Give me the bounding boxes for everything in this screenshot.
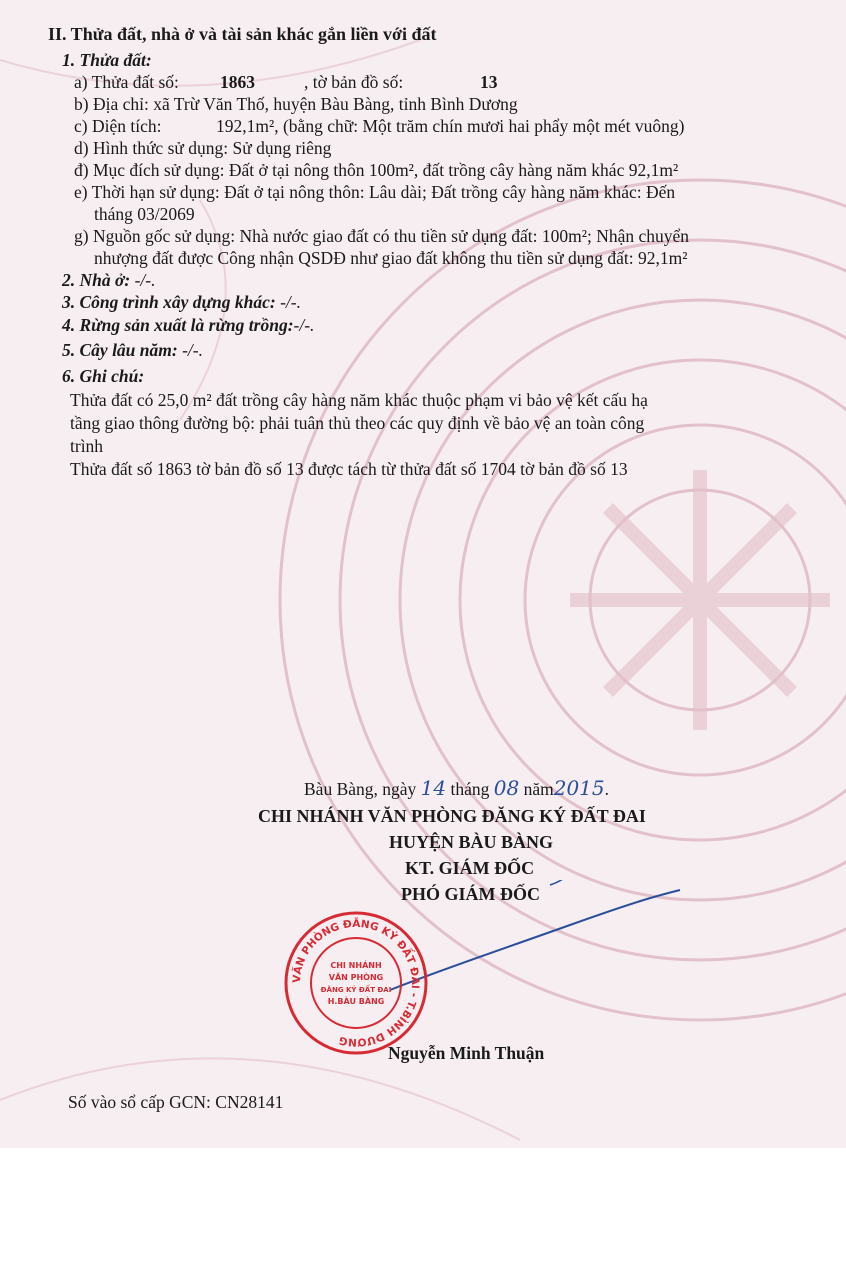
year-label: năm	[523, 779, 554, 799]
stamp-line-3: ĐĂNG KÝ ĐẤT ĐAI	[320, 986, 392, 994]
deputy-line: PHÓ GIÁM ĐỐC	[401, 884, 540, 904]
forest-row	[62, 315, 314, 335]
notes-line2: tầng giao thông đường bộ: phải tuân thủ theo các quy định về bảo vệ an toàn công	[70, 413, 645, 433]
area-label: c) Diện tích:	[74, 116, 162, 136]
parcel-label: a) Thửa đất số:	[74, 72, 179, 92]
house-row	[62, 270, 156, 290]
origin-line2: nhượng đất được Công nhận QSDĐ như giao đất không thu tiền sử dụng đất: 92,1m²	[94, 248, 688, 268]
section-heading: II. Thửa đất, nhà ở và tài sản khác gắn liền với đất	[48, 24, 437, 44]
office-line2: HUYỆN BÀU BÀNG	[389, 832, 554, 852]
usage-purpose: đ) Mục đích sử dụng: Đất ở tại nông thôn 100m², đất trồng cây hàng năm khác 92,1m²	[74, 160, 679, 180]
perennial-label: 5. Cây lâu năm:	[62, 340, 178, 360]
construction-value: -/-.	[280, 292, 301, 312]
date-day: 14	[420, 776, 447, 800]
official-stamp	[283, 910, 429, 1056]
house-value: -/-.	[134, 270, 156, 290]
month-label: tháng	[450, 779, 490, 799]
registry-number: Số vào sổ cấp GCN: CN28141	[68, 1092, 284, 1112]
construction-label: 3. Công trình xây dựng khác:	[62, 292, 276, 312]
kt-line: KT. GIÁM ĐỐC	[405, 858, 535, 878]
usage-term-line2: tháng 03/2069	[94, 204, 195, 224]
address-line: b) Địa chỉ: xã Trừ Văn Thố, huyện Bàu Bàng, tỉnh Bình Dương	[74, 94, 518, 114]
forest-value: -/-.	[293, 315, 315, 335]
perennial-row	[62, 340, 203, 360]
date-month: 08	[493, 776, 520, 800]
area-value: 192,1m², (bằng chữ: Một trăm chín mươi hai phẩy một mét vuông)	[216, 116, 685, 136]
origin-line1: g) Nguồn gốc sử dụng: Nhà nước giao đất có thu tiền sử dụng đất: 100m²; Nhận chuyển	[74, 226, 690, 246]
date-prefix: Bàu Bàng, ngày	[304, 779, 417, 799]
notes-line1: Thửa đất có 25,0 m² đất trồng cây hàng năm khác thuộc phạm vi bảo vệ kết cấu hạ	[70, 390, 648, 410]
notes-line4: Thửa đất số 1863 tờ bản đồ số 13 được tách từ thửa đất số 1704 tờ bản đồ số 13	[70, 459, 628, 479]
office-line1: CHI NHÁNH VĂN PHÒNG ĐĂNG KÝ ĐẤT ĐAI	[258, 806, 646, 826]
map-number: 13	[480, 72, 498, 92]
stamp-ring-text: VĂN PHÒNG ĐĂNG KÝ ĐẤT ĐAI - T.BÌNH DƯƠNG	[290, 917, 422, 1049]
date-year: 2015	[553, 776, 605, 800]
notes-line3: trình	[70, 436, 104, 456]
notes-heading: 6. Ghi chú:	[62, 366, 145, 386]
perennial-value: -/-.	[182, 340, 203, 360]
signing-date-line: Bàu Bàng, ngày 14 tháng 08 năm2015.	[304, 776, 609, 800]
house-label: 2. Nhà ở:	[62, 270, 131, 290]
parcel-number: 1863	[220, 72, 255, 92]
land-heading: 1. Thửa đất:	[62, 50, 152, 70]
stamp-line-4: H.BÀU BÀNG	[327, 997, 385, 1006]
stamp-line-1: CHI NHÁNH	[330, 961, 382, 970]
usage-term-line1: e) Thời hạn sử dụng: Đất ở tại nông thôn: Lâu dài; Đất trồng cây hàng năm khác: Đến	[74, 182, 676, 202]
signer-name: Nguyễn Minh Thuận	[388, 1043, 545, 1063]
forest-label: 4. Rừng sản xuất là rừng trồng:	[62, 315, 294, 335]
construction-row	[62, 292, 301, 312]
map-label: , tờ bản đồ số:	[304, 72, 404, 92]
usage-form: d) Hình thức sử dụng: Sử dụng riêng	[74, 138, 332, 158]
stamp-line-2: VĂN PHÒNG	[328, 973, 384, 982]
